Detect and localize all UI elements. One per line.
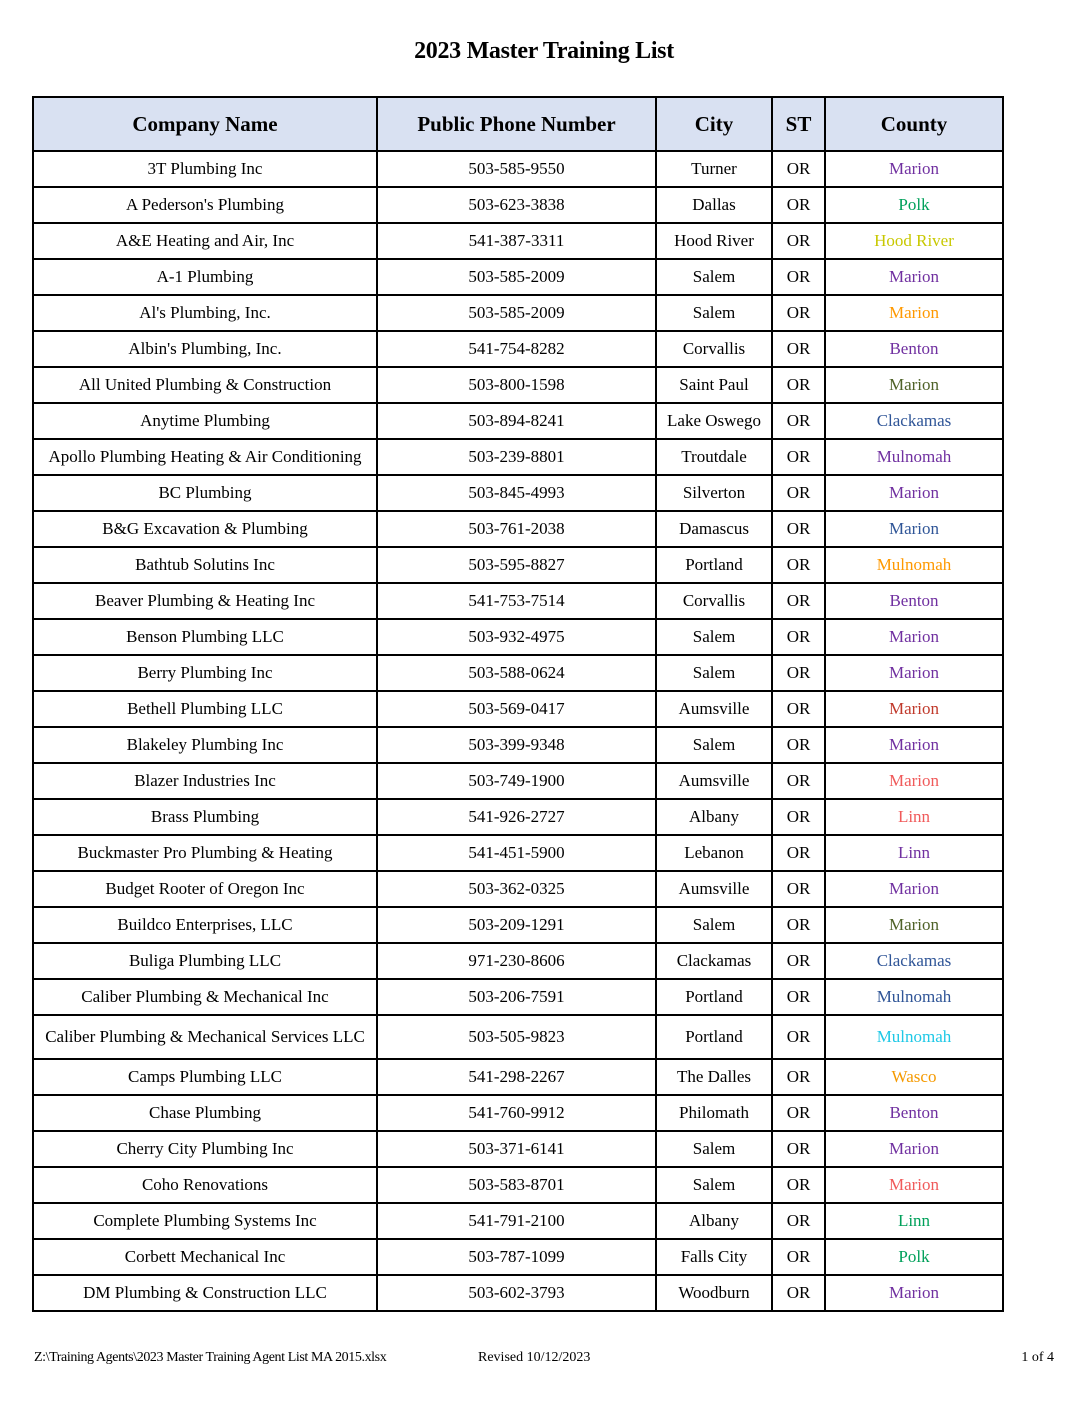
cell-state: OR xyxy=(772,187,825,223)
cell-company: A&E Heating and Air, Inc xyxy=(33,223,377,259)
cell-state: OR xyxy=(772,1131,825,1167)
cell-company: Budget Rooter of Oregon Inc xyxy=(33,871,377,907)
cell-county: Marion xyxy=(825,1275,1003,1311)
cell-company: DM Plumbing & Construction LLC xyxy=(33,1275,377,1311)
cell-city: Portland xyxy=(656,1015,772,1059)
cell-county: Mulnomah xyxy=(825,547,1003,583)
cell-city: Albany xyxy=(656,1203,772,1239)
cell-phone: 541-791-2100 xyxy=(377,1203,656,1239)
table-row xyxy=(33,835,1003,871)
cell-city: Salem xyxy=(656,1131,772,1167)
footer-revised-date: Revised 10/12/2023 xyxy=(478,1350,591,1365)
cell-state: OR xyxy=(772,1203,825,1239)
cell-state: OR xyxy=(772,259,825,295)
table-body xyxy=(33,151,1003,1311)
cell-county: Clackamas xyxy=(825,943,1003,979)
table-row xyxy=(33,475,1003,511)
cell-state: OR xyxy=(772,763,825,799)
cell-state: OR xyxy=(772,1275,825,1311)
cell-phone: 503-894-8241 xyxy=(377,403,656,439)
cell-state: OR xyxy=(772,439,825,475)
cell-city: Aumsville xyxy=(656,871,772,907)
cell-state: OR xyxy=(772,475,825,511)
table-row xyxy=(33,619,1003,655)
column-header-phone: Public Phone Number xyxy=(377,97,656,151)
cell-phone: 541-451-5900 xyxy=(377,835,656,871)
cell-county: Marion xyxy=(825,619,1003,655)
cell-company: All United Plumbing & Construction xyxy=(33,367,377,403)
table-row xyxy=(33,1059,1003,1095)
cell-state: OR xyxy=(772,799,825,835)
cell-city: Silverton xyxy=(656,475,772,511)
cell-phone: 503-585-2009 xyxy=(377,259,656,295)
cell-county: Marion xyxy=(825,655,1003,691)
cell-county: Benton xyxy=(825,1095,1003,1131)
cell-company: Beaver Plumbing & Heating Inc xyxy=(33,583,377,619)
footer-file-path: Z:\Training Agents\2023 Master Training Agent List MA 2015.xlsx xyxy=(34,1350,387,1365)
cell-county: Mulnomah xyxy=(825,1015,1003,1059)
cell-city: Salem xyxy=(656,619,772,655)
page-title: 2023 Master Training List xyxy=(414,38,674,64)
table-row xyxy=(33,295,1003,331)
table-row xyxy=(33,547,1003,583)
table-row xyxy=(33,223,1003,259)
cell-company: Albin's Plumbing, Inc. xyxy=(33,331,377,367)
cell-company: Buckmaster Pro Plumbing & Heating xyxy=(33,835,377,871)
cell-state: OR xyxy=(772,619,825,655)
cell-county: Marion xyxy=(825,259,1003,295)
table-row xyxy=(33,763,1003,799)
cell-city: Lebanon xyxy=(656,835,772,871)
cell-company: Anytime Plumbing xyxy=(33,403,377,439)
cell-city: Damascus xyxy=(656,511,772,547)
cell-company: Caliber Plumbing & Mechanical Inc xyxy=(33,979,377,1015)
cell-phone: 503-362-0325 xyxy=(377,871,656,907)
cell-company: Chase Plumbing xyxy=(33,1095,377,1131)
cell-state: OR xyxy=(772,871,825,907)
cell-city: Corvallis xyxy=(656,583,772,619)
cell-phone: 503-583-8701 xyxy=(377,1167,656,1203)
cell-state: OR xyxy=(772,547,825,583)
cell-city: Lake Oswego xyxy=(656,403,772,439)
cell-county: Benton xyxy=(825,583,1003,619)
cell-company: Blazer Industries Inc xyxy=(33,763,377,799)
cell-company: Bathtub Solutins Inc xyxy=(33,547,377,583)
cell-phone: 541-298-2267 xyxy=(377,1059,656,1095)
cell-city: Corvallis xyxy=(656,331,772,367)
cell-company: Berry Plumbing Inc xyxy=(33,655,377,691)
cell-county: Linn xyxy=(825,835,1003,871)
cell-phone: 503-585-2009 xyxy=(377,295,656,331)
cell-city: Philomath xyxy=(656,1095,772,1131)
cell-state: OR xyxy=(772,1059,825,1095)
cell-state: OR xyxy=(772,151,825,187)
cell-phone: 503-932-4975 xyxy=(377,619,656,655)
cell-company: Benson Plumbing LLC xyxy=(33,619,377,655)
cell-phone: 503-588-0624 xyxy=(377,655,656,691)
column-header-city: City xyxy=(656,97,772,151)
table-row xyxy=(33,259,1003,295)
cell-phone: 541-754-8282 xyxy=(377,331,656,367)
table-row xyxy=(33,727,1003,763)
cell-state: OR xyxy=(772,223,825,259)
cell-company: Caliber Plumbing & Mechanical Services LLC xyxy=(33,1015,377,1059)
cell-phone: 503-585-9550 xyxy=(377,151,656,187)
column-header-state: ST xyxy=(772,97,825,151)
cell-phone: 503-623-3838 xyxy=(377,187,656,223)
cell-phone: 503-209-1291 xyxy=(377,907,656,943)
cell-phone: 503-239-8801 xyxy=(377,439,656,475)
cell-state: OR xyxy=(772,979,825,1015)
cell-county: Marion xyxy=(825,1167,1003,1203)
table-row xyxy=(33,151,1003,187)
cell-phone: 503-569-0417 xyxy=(377,691,656,727)
cell-phone: 541-760-9912 xyxy=(377,1095,656,1131)
cell-phone: 971-230-8606 xyxy=(377,943,656,979)
cell-phone: 503-505-9823 xyxy=(377,1015,656,1059)
cell-phone: 541-753-7514 xyxy=(377,583,656,619)
cell-state: OR xyxy=(772,907,825,943)
cell-city: Troutdale xyxy=(656,439,772,475)
cell-city: Portland xyxy=(656,979,772,1015)
cell-company: Corbett Mechanical Inc xyxy=(33,1239,377,1275)
cell-city: Salem xyxy=(656,655,772,691)
cell-phone: 503-602-3793 xyxy=(377,1275,656,1311)
table-row xyxy=(33,403,1003,439)
table-row xyxy=(33,187,1003,223)
cell-company: Cherry City Plumbing Inc xyxy=(33,1131,377,1167)
cell-phone: 541-387-3311 xyxy=(377,223,656,259)
column-header-company: Company Name xyxy=(33,97,377,151)
cell-phone: 503-761-2038 xyxy=(377,511,656,547)
cell-county: Marion xyxy=(825,367,1003,403)
cell-company: 3T Plumbing Inc xyxy=(33,151,377,187)
cell-city: Dallas xyxy=(656,187,772,223)
cell-county: Mulnomah xyxy=(825,979,1003,1015)
cell-state: OR xyxy=(772,1167,825,1203)
cell-phone: 503-749-1900 xyxy=(377,763,656,799)
cell-company: Buildco Enterprises, LLC xyxy=(33,907,377,943)
cell-county: Linn xyxy=(825,1203,1003,1239)
table-row xyxy=(33,1203,1003,1239)
cell-state: OR xyxy=(772,403,825,439)
cell-county: Marion xyxy=(825,1131,1003,1167)
cell-city: Salem xyxy=(656,259,772,295)
cell-state: OR xyxy=(772,1095,825,1131)
table-row xyxy=(33,1275,1003,1311)
cell-city: Clackamas xyxy=(656,943,772,979)
cell-city: Aumsville xyxy=(656,763,772,799)
cell-state: OR xyxy=(772,835,825,871)
cell-county: Polk xyxy=(825,187,1003,223)
cell-city: Falls City xyxy=(656,1239,772,1275)
cell-city: Woodburn xyxy=(656,1275,772,1311)
cell-county: Clackamas xyxy=(825,403,1003,439)
table-row xyxy=(33,331,1003,367)
cell-phone: 503-371-6141 xyxy=(377,1131,656,1167)
table-row xyxy=(33,1095,1003,1131)
cell-city: Portland xyxy=(656,547,772,583)
table-row xyxy=(33,511,1003,547)
cell-company: Camps Plumbing LLC xyxy=(33,1059,377,1095)
table-row xyxy=(33,979,1003,1015)
cell-city: Salem xyxy=(656,727,772,763)
cell-city: Albany xyxy=(656,799,772,835)
cell-county: Wasco xyxy=(825,1059,1003,1095)
cell-phone: 503-845-4993 xyxy=(377,475,656,511)
column-header-county: County xyxy=(825,97,1003,151)
footer-page-number: 1 of 4 xyxy=(1021,1350,1054,1365)
cell-state: OR xyxy=(772,1015,825,1059)
table-row xyxy=(33,943,1003,979)
cell-company: Buliga Plumbing LLC xyxy=(33,943,377,979)
table-row xyxy=(33,367,1003,403)
cell-company: Apollo Plumbing Heating & Air Conditioning xyxy=(33,439,377,475)
table-row xyxy=(33,1167,1003,1203)
cell-county: Hood River xyxy=(825,223,1003,259)
cell-phone: 503-787-1099 xyxy=(377,1239,656,1275)
table-row xyxy=(33,439,1003,475)
cell-city: Hood River xyxy=(656,223,772,259)
cell-county: Marion xyxy=(825,691,1003,727)
cell-county: Mulnomah xyxy=(825,439,1003,475)
cell-company: Coho Renovations xyxy=(33,1167,377,1203)
cell-company: Complete Plumbing Systems Inc xyxy=(33,1203,377,1239)
cell-city: Salem xyxy=(656,1167,772,1203)
cell-county: Marion xyxy=(825,871,1003,907)
cell-city: Salem xyxy=(656,907,772,943)
cell-phone: 503-595-8827 xyxy=(377,547,656,583)
cell-state: OR xyxy=(772,655,825,691)
cell-state: OR xyxy=(772,943,825,979)
cell-county: Marion xyxy=(825,907,1003,943)
cell-phone: 503-800-1598 xyxy=(377,367,656,403)
cell-city: The Dalles xyxy=(656,1059,772,1095)
cell-company: BC Plumbing xyxy=(33,475,377,511)
table-row xyxy=(33,871,1003,907)
table-header-row xyxy=(33,97,1003,151)
cell-state: OR xyxy=(772,367,825,403)
cell-county: Marion xyxy=(825,511,1003,547)
cell-company: Brass Plumbing xyxy=(33,799,377,835)
table-row xyxy=(33,1239,1003,1275)
cell-phone: 541-926-2727 xyxy=(377,799,656,835)
cell-company: A-1 Plumbing xyxy=(33,259,377,295)
cell-county: Polk xyxy=(825,1239,1003,1275)
cell-county: Marion xyxy=(825,475,1003,511)
table-row xyxy=(33,907,1003,943)
cell-state: OR xyxy=(772,727,825,763)
cell-state: OR xyxy=(772,1239,825,1275)
cell-city: Salem xyxy=(656,295,772,331)
cell-county: Marion xyxy=(825,295,1003,331)
cell-company: B&G Excavation & Plumbing xyxy=(33,511,377,547)
cell-city: Turner xyxy=(656,151,772,187)
table-row xyxy=(33,1015,1003,1059)
cell-company: Blakeley Plumbing Inc xyxy=(33,727,377,763)
cell-company: A Pederson's Plumbing xyxy=(33,187,377,223)
cell-state: OR xyxy=(772,691,825,727)
cell-county: Marion xyxy=(825,151,1003,187)
cell-company: Bethell Plumbing LLC xyxy=(33,691,377,727)
cell-company: Al's Plumbing, Inc. xyxy=(33,295,377,331)
cell-county: Linn xyxy=(825,799,1003,835)
cell-city: Saint Paul xyxy=(656,367,772,403)
cell-state: OR xyxy=(772,295,825,331)
cell-county: Benton xyxy=(825,331,1003,367)
cell-state: OR xyxy=(772,331,825,367)
cell-state: OR xyxy=(772,511,825,547)
table-row xyxy=(33,1131,1003,1167)
cell-city: Aumsville xyxy=(656,691,772,727)
table-row xyxy=(33,691,1003,727)
cell-phone: 503-206-7591 xyxy=(377,979,656,1015)
table-row xyxy=(33,655,1003,691)
cell-state: OR xyxy=(772,583,825,619)
table-row xyxy=(33,799,1003,835)
cell-county: Marion xyxy=(825,727,1003,763)
cell-county: Marion xyxy=(825,763,1003,799)
cell-phone: 503-399-9348 xyxy=(377,727,656,763)
table-row xyxy=(33,583,1003,619)
training-list-table xyxy=(32,96,1004,1312)
